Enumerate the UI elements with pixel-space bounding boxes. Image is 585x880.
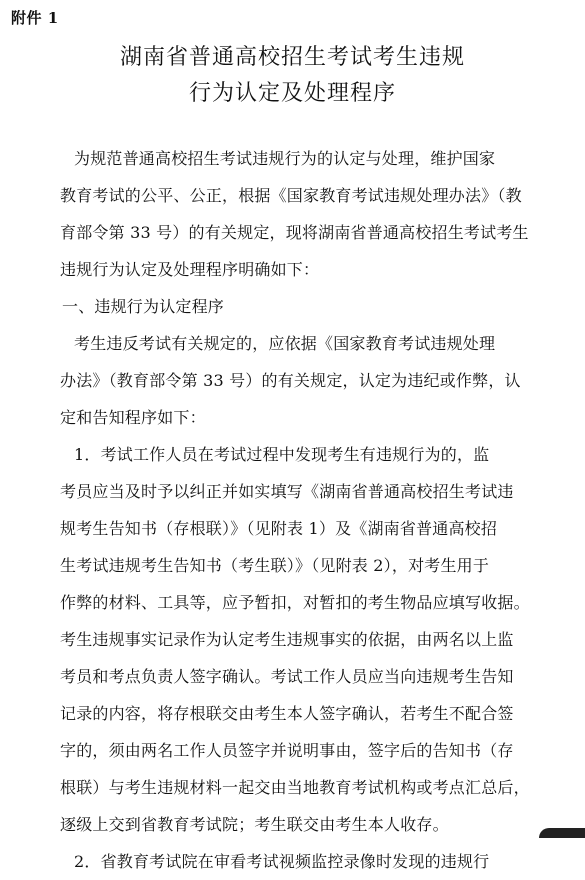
document-title-line-1: 湖南省普通高校招生考试考生违规 (119, 45, 465, 70)
body-line: 为规范普通高校招生考试违规行为的认定与处理，维护国家 (74, 149, 496, 168)
document-title-line-2: 行为认定及处理程序 (188, 81, 396, 106)
body-line: 规考生告知书（存根联）》（见附表 1）及《湖南省普通高校招 (60, 519, 498, 538)
body-line: 记录的内容，将存根联交由考生本人签字确认，若考生不配合签 (60, 704, 514, 723)
attachment-label: 附件 1 (11, 9, 59, 27)
body-line: 考生违规事实记录作为认定考生违规事实的依据，由两名以上监 (60, 630, 514, 649)
numbered-item-line: 2．省教育考试院在审看考试视频监控录像时发现的违规行 (74, 852, 490, 871)
body-line: 作弊的材料、工具等，应予暂扣，对暂扣的考生物品应填写收据。 (60, 593, 530, 612)
body-line: 违规行为认定及处理程序明确如下： (60, 260, 320, 279)
body-line: 教育考试的公平、公正，根据《国家教育考试违规处理办法》（教 (60, 186, 522, 205)
body-line: 办法》（教育部令第 33 号）的有关规定，认定为违纪或作弊，认 (60, 371, 521, 390)
body-line: 逐级上交到省教育考试院；考生联交由考生本人收存。 (60, 815, 449, 834)
body-line: 考生违反考试有关规定的，应依据《国家教育考试违规处理 (74, 334, 496, 353)
body-line: 育部令第 33 号）的有关规定，现将湖南省普通高校招生考试考生 (60, 223, 529, 242)
body-line: 字的，须由两名工作人员签字并说明事由，签字后的告知书（存 (60, 741, 514, 760)
page-edge-mark (539, 828, 585, 838)
section-heading: 一、违规行为认定程序 (62, 297, 225, 316)
body-line: 生考试违规考生告知书（考生联）》（见附表 2），对考生用于 (60, 556, 490, 575)
body-line: 定和告知程序如下： (60, 408, 206, 427)
body-line: 考员应当及时予以纠正并如实填写《湖南省普通高校招生考试违 (60, 482, 514, 501)
body-line: 考员和考点负责人签字确认。考试工作人员应当向违规考生告知 (60, 667, 514, 686)
body-line: 根联）与考生违规材料一起交由当地教育考试机构或考点汇总后， (60, 778, 530, 797)
numbered-item-line: 1．考试工作人员在考试过程中发现考生有违规行为的，监 (74, 445, 490, 464)
document-body (60, 140, 550, 880)
